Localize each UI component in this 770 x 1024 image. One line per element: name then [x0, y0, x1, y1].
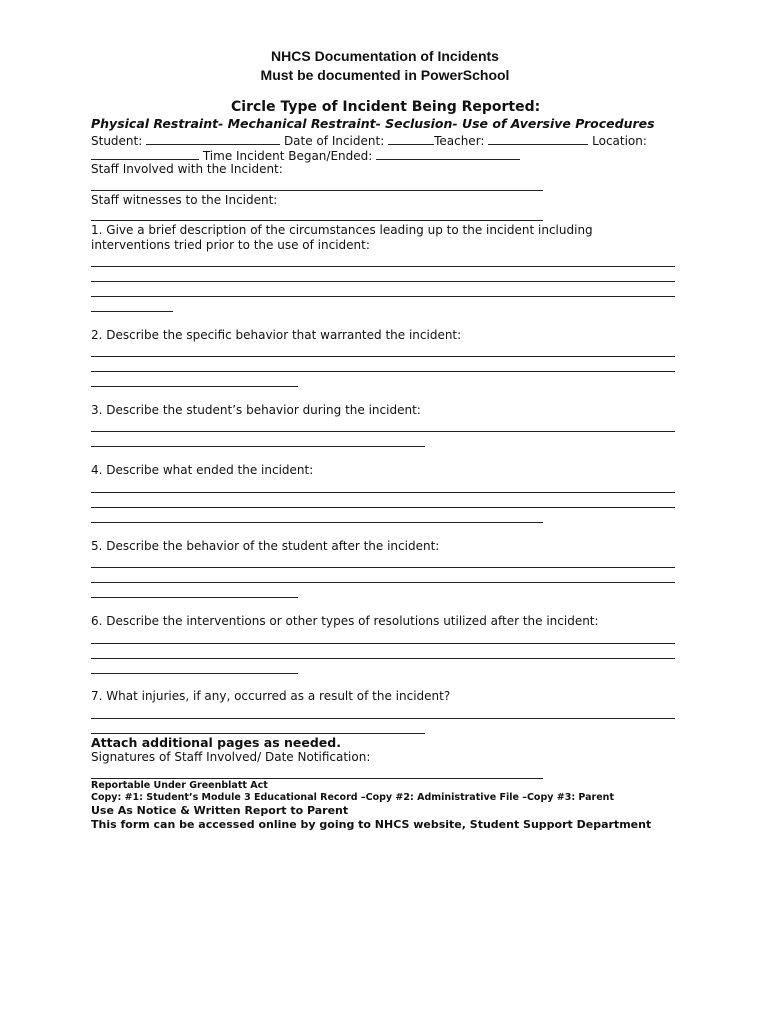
- answer-1-line[interactable]: [91, 281, 675, 282]
- question-3: 3. Describe the student’s behavior during the incident:: [91, 403, 421, 417]
- staff-involved-label: Staff Involved with the Incident:: [91, 162, 283, 176]
- answer-6-line[interactable]: [91, 658, 675, 659]
- form-title-line2: Must be documented in PowerSchool: [260, 67, 510, 83]
- student-label: Student:: [91, 134, 143, 148]
- teacher-label: Teacher:: [434, 134, 485, 148]
- signatures-field[interactable]: [91, 778, 543, 779]
- date-field[interactable]: [388, 132, 434, 145]
- form-title-line1: NHCS Documentation of Incidents: [271, 48, 499, 64]
- answer-1-line[interactable]: [91, 311, 173, 312]
- staff-involved-field[interactable]: [91, 190, 543, 191]
- time-label: Time Incident Began/Ended:: [202, 149, 373, 163]
- answer-3-line[interactable]: [91, 431, 675, 432]
- signatures-label: Signatures of Staff Involved/ Date Notification:: [91, 750, 371, 764]
- answer-5-line[interactable]: [91, 567, 675, 568]
- circle-type-heading: Circle Type of Incident Being Reported:: [231, 99, 541, 115]
- answer-1-line[interactable]: [91, 266, 675, 267]
- teacher-field[interactable]: [488, 132, 588, 145]
- question-4: 4. Describe what ended the incident:: [91, 463, 314, 477]
- question-5: 5. Describe the behavior of the student after the incident:: [91, 539, 440, 553]
- question-1-line1: 1. Give a brief description of the circumstances leading up to the incident including: [91, 223, 593, 237]
- answer-5-line[interactable]: [91, 597, 298, 598]
- answer-5-line[interactable]: [91, 582, 675, 583]
- answer-1-line[interactable]: [91, 296, 675, 297]
- time-field[interactable]: [376, 147, 520, 160]
- staff-witnesses-field[interactable]: [91, 220, 543, 221]
- reportable-note: Reportable Under Greenblatt Act: [91, 780, 268, 791]
- incident-types-list: Physical Restraint- Mechanical Restraint- Seclusion- Use of Aversive Procedures: [91, 116, 655, 131]
- notice-note: Use As Notice & Written Report to Parent: [91, 804, 349, 817]
- attach-pages-note: Attach additional pages as needed.: [91, 735, 341, 750]
- answer-3-line[interactable]: [91, 446, 425, 447]
- question-1-line2: interventions tried prior to the use of incident:: [91, 238, 370, 252]
- question-7: 7. What injuries, if any, occurred as a result of the incident?: [91, 689, 451, 703]
- answer-2-line[interactable]: [91, 386, 298, 387]
- answer-4-line[interactable]: [91, 492, 675, 493]
- student-info-row: [91, 132, 647, 148]
- answer-2-line[interactable]: [91, 371, 675, 372]
- copies-note: Copy: #1: Student’s Module 3 Educational Record –Copy #2: Administrative File –Copy #3: Parent: [91, 792, 614, 803]
- location-field[interactable]: [91, 147, 199, 160]
- access-note: This form can be accessed online by going to NHCS website, Student Support Department: [91, 818, 652, 831]
- student-field[interactable]: [146, 132, 280, 145]
- answer-2-line[interactable]: [91, 356, 675, 357]
- answer-6-line[interactable]: [91, 673, 298, 674]
- location-label: Location:: [592, 134, 647, 148]
- question-6: 6. Describe the interventions or other types of resolutions utilized after the incident:: [91, 614, 599, 628]
- question-2: 2. Describe the specific behavior that warranted the incident:: [91, 328, 462, 342]
- answer-6-line[interactable]: [91, 643, 675, 644]
- answer-7-line[interactable]: [91, 733, 425, 734]
- answer-4-line[interactable]: [91, 507, 675, 508]
- time-row: [91, 147, 520, 163]
- date-label: Date of Incident:: [283, 134, 385, 148]
- answer-7-line[interactable]: [91, 718, 675, 719]
- answer-4-line[interactable]: [91, 522, 543, 523]
- staff-witnesses-label: Staff witnesses to the Incident:: [91, 193, 278, 207]
